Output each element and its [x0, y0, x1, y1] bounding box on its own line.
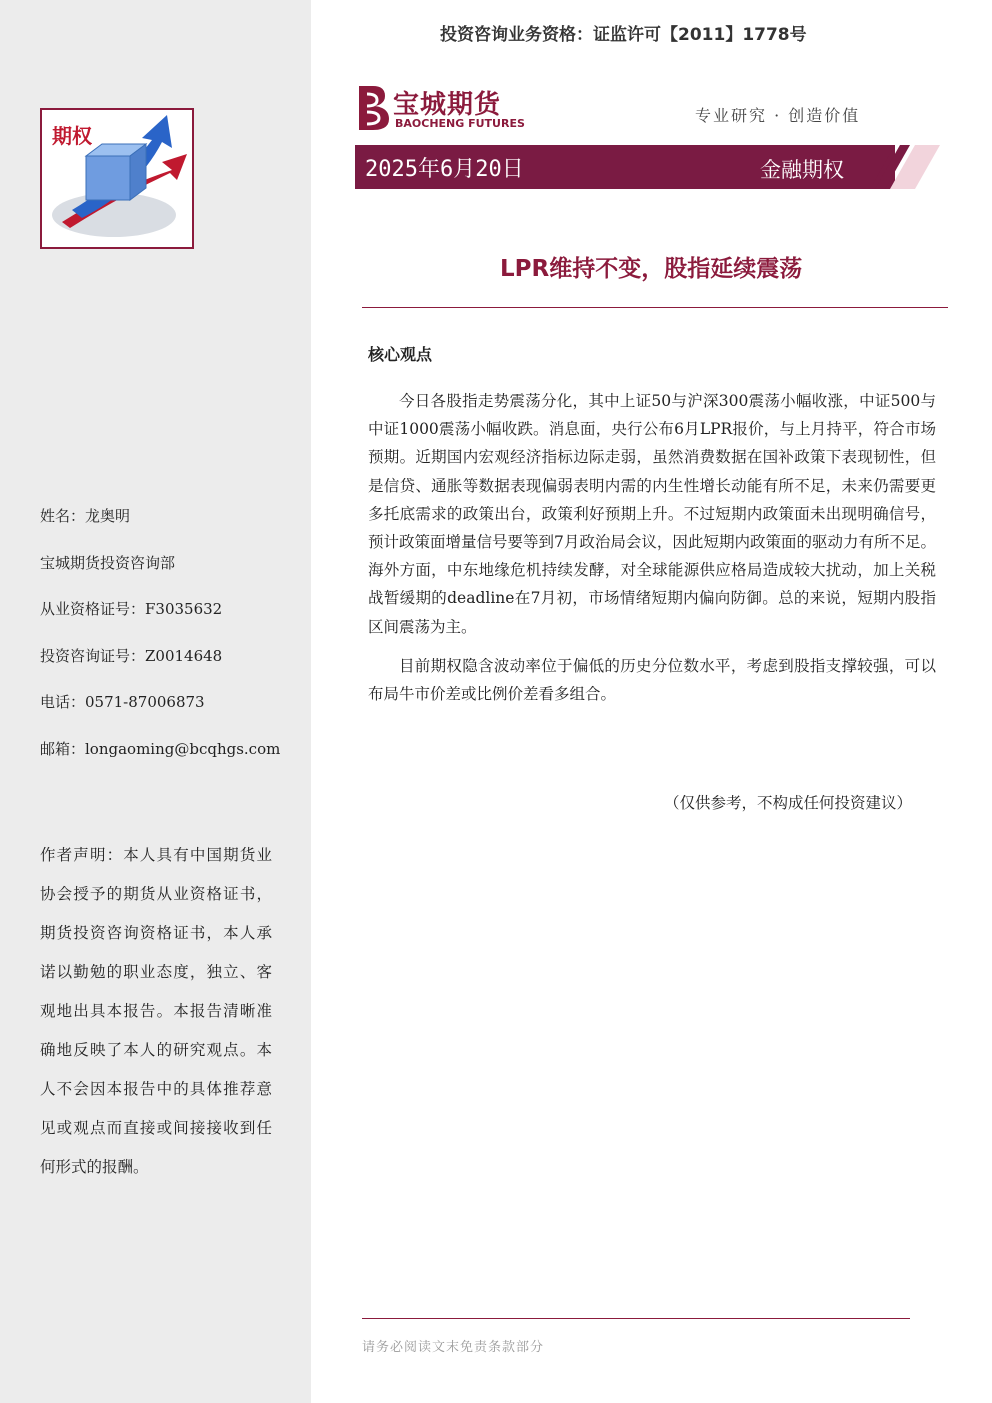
phone: 电话：0571-87006873 [40, 693, 205, 711]
paragraph: 目前期权隐含波动率位于偏低的历史分位数水平，考虑到股指支撑较强，可以布局牛市价差或比例价差看多组合。 [368, 656, 936, 704]
sidebar [0, 0, 311, 1403]
logo-tag: 期权 [52, 124, 92, 148]
paragraph: 今日各股指走势震荡分化，其中上证50与沪深300震荡小幅收涨，中证500与中证1000震荡小幅收跌。消息面，央行公布6月LPR报价，与上月持平，符合市场预期。近期国内宏观经济指标边际走弱，虽然消费数据在国补政策下表现韧性，但是信贷、通胀等数据表现偏弱表明内需的内生性增长动能有所不足，未来仍需要更多托底需求的政策出台，政策利好预期上升。不过短期内政策面未出现明确信号，预计政策面增量信号要等到7月政治局会议，因此短期内政策面的驱动力有所不足。海外方面，中东地缘危机持续发酵，对全球能源供应格局造成较大扰动，加上关税战暂缓期的deadline在7月初，市场情绪短期内偏向防御。总的来说，短期内股指区间震荡为主。 [368, 392, 936, 636]
author-statement: 作者声明：本人具有中国期货业协会授予的期货从业资格证书，期货投资咨询资格证书，本人承诺以勤勉的职业态度，独立、客观地出具本报告。本报告清晰准确地反映了本人的研究观点。本人不会因本报告中的具体推荐意见或观点而直接或间接接收到任何形式的报酬。 [40, 846, 272, 1176]
report-date: 2025年6月20日 [365, 157, 524, 182]
report-body [368, 387, 936, 719]
banner-stripes [860, 145, 940, 189]
brand-english-name: BAOCHENG FUTURES [395, 117, 525, 130]
license-line: 投资咨询业务资格：证监许可【2011】1778号 [440, 25, 807, 45]
section-title: 核心观点 [368, 345, 433, 364]
author-name: 姓名：龙奥明 [40, 507, 131, 525]
department: 宝城期货投资咨询部 [40, 553, 176, 572]
headline-divider [362, 307, 948, 308]
brand-name: 宝城期货 [393, 90, 502, 120]
brand-b-icon [355, 84, 391, 132]
report-category: 金融期权 [760, 158, 844, 182]
footer-note: 请务必阅读文末免责条款部分 [362, 1340, 545, 1355]
footer-divider [362, 1318, 910, 1319]
email: 邮箱：longaoming@bcqhgs.com [40, 739, 281, 758]
disclaimer: （仅供参考，不构成任何投资建议） [664, 794, 913, 812]
brand-logo [355, 84, 525, 136]
advisory-cert: 投资咨询证号：Z0014648 [40, 646, 223, 665]
author-info [40, 505, 290, 784]
slogan: 专业研究 · 创造价值 [695, 106, 861, 125]
report-headline: LPR维持不变，股指延续震荡 [500, 256, 803, 282]
practice-cert: 从业资格证号：F3035632 [40, 600, 223, 618]
options-logo-image [40, 108, 194, 249]
